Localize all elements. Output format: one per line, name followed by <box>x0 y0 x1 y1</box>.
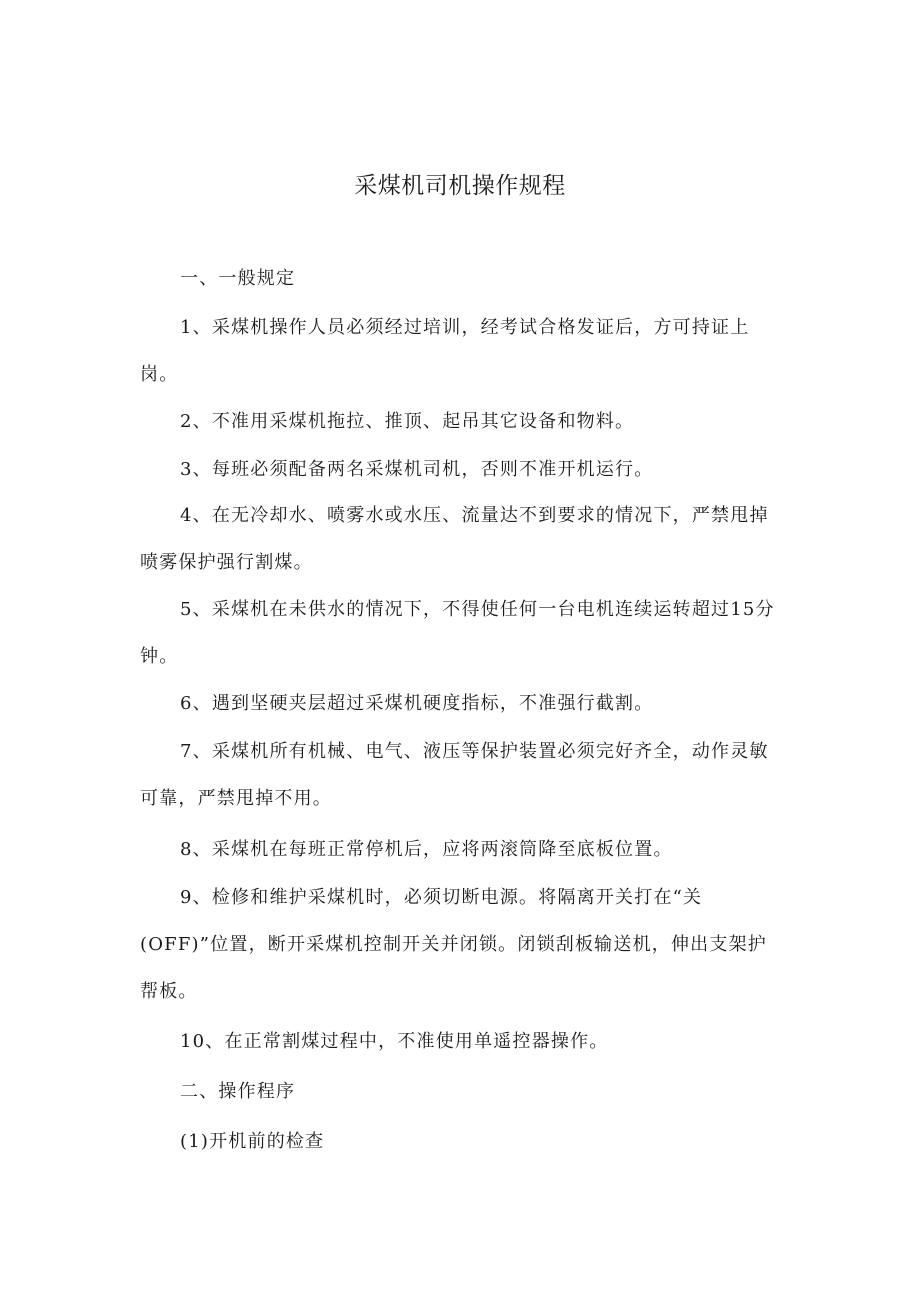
rule-3: 3、每班必须配备两名采煤机司机，否则不准开机运行。 <box>180 459 654 480</box>
document-title: 采煤机司机操作规程 <box>354 173 566 199</box>
rule-1: 1、采煤机操作人员必须经过培训，经考试合格发证后，方可持证上岗。 <box>140 317 750 385</box>
rule-10: 10、在正常割煤过程中，不准使用单遥控器操作。 <box>180 1031 609 1052</box>
section-heading-procedure: 二、操作程序 <box>180 1081 296 1102</box>
rule-2: 2、不准用采煤机拖拉、推顶、起吊其它设备和物料。 <box>180 411 635 432</box>
rule-8: 8、采煤机在每班正常停机后，应将两滚筒降至底板位置。 <box>180 839 673 860</box>
rule-7: 7、采煤机所有机械、电气、液压等保护装置必须完好齐全，动作灵敏可靠，严禁甩掉不用。 <box>140 741 769 809</box>
subsection-heading-precheck: (1)开机前的检查 <box>180 1131 325 1152</box>
rule-5: 5、采煤机在未供水的情况下，不得使任何一台电机连续运转超过15分钟。 <box>140 599 775 667</box>
section-heading-general: 一、一般规定 <box>180 268 296 289</box>
rule-4: 4、在无冷却水、喷雾水或水压、流量达不到要求的情况下，严禁甩掉喷雾保护强行割煤。 <box>140 505 769 573</box>
rule-9: 9、检修和维护采煤机时，必须切断电源。将隔离开关打在“关(OFF)”位置，断开采煤机控制开关并闭锁。闭锁刮板输送机，伸出支架护帮板。 <box>140 887 767 1002</box>
rule-6: 6、遇到坚硬夹层超过采煤机硬度指标，不准强行截割。 <box>180 693 654 714</box>
